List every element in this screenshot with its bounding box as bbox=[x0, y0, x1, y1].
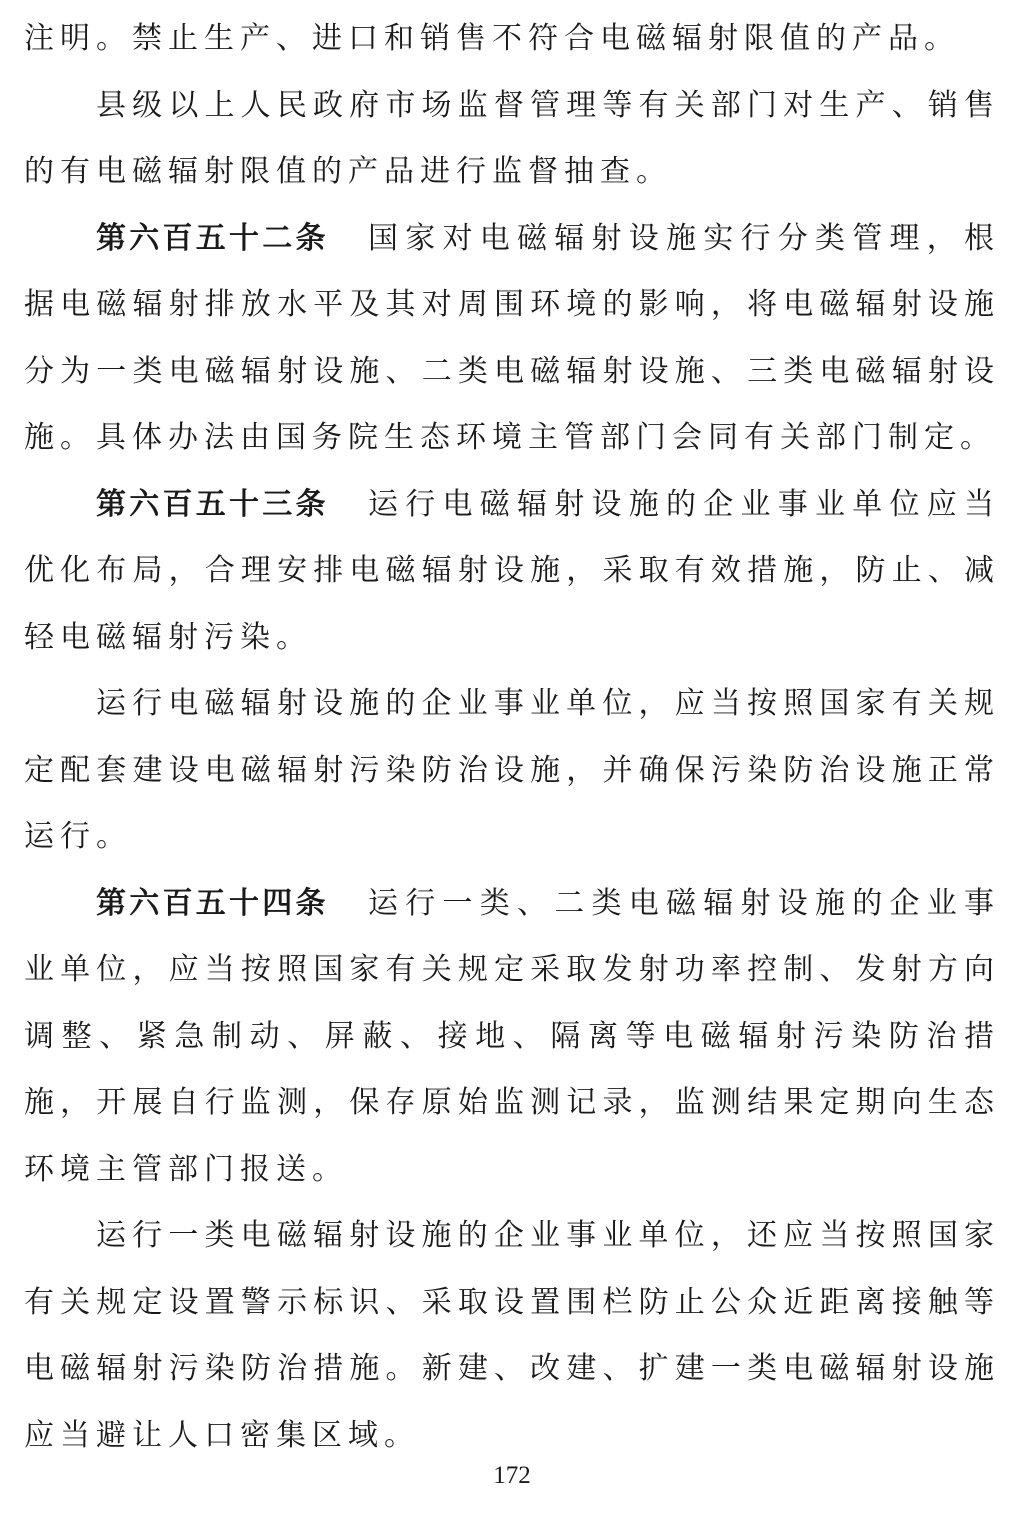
article-652 bbox=[24, 206, 1000, 472]
page-number: 172 bbox=[493, 1462, 531, 1489]
paragraph-supporting-facilities bbox=[24, 671, 1000, 871]
article-text: 运行电磁辐射设施的企业事业单位应当优化布局，合理安排电磁辐射设施，采取有效措施，防止、减轻电磁辐射污染。 bbox=[24, 486, 1000, 655]
paragraph-text: 注明。禁止生产、进口和销售不符合电磁辐射限值的产品。 bbox=[24, 21, 960, 56]
paragraph-continuation bbox=[24, 6, 1000, 73]
article-text: 运行一类、二类电磁辐射设施的企业事业单位，应当按照国家有关规定采取发射功率控制、发射方向调整、紧急制动、屏蔽、接地、隔离等电磁辐射污染防治措施，开展自行监测，保存原始监测记录，监测结果定期向生态环境主管部门报送。 bbox=[24, 885, 1000, 1187]
article-654 bbox=[24, 871, 1000, 1204]
article-653 bbox=[24, 472, 1000, 672]
paragraph-market-supervision bbox=[24, 73, 1000, 206]
document-body bbox=[24, 6, 1000, 1469]
article-text: 国家对电磁辐射设施实行分类管理，根据电磁辐射排放水平及其对周围环境的影响，将电磁辐射设施分为一类电磁辐射设施、二类电磁辐射设施、三类电磁辐射设施。具体办法由国务院生态环境主管部门会同有关部门制定。 bbox=[24, 220, 1000, 455]
paragraph-text: 运行一类电磁辐射设施的企业事业单位，还应当按照国家有关规定设置警示标识、采取设置围栏防止公众近距离接触等电磁辐射污染防治措施。新建、改建、扩建一类电磁辐射设施应当避让人口密集区域。 bbox=[24, 1218, 1000, 1453]
paragraph-text: 县级以上人民政府市场监督管理等有关部门对生产、销售的有电磁辐射限值的产品进行监督抽查。 bbox=[24, 87, 1000, 189]
article-number: 第六百五十四条 bbox=[96, 885, 329, 921]
paragraph-text: 运行电磁辐射设施的企业事业单位，应当按照国家有关规定配套建设电磁辐射污染防治设施，并确保污染防治设施正常运行。 bbox=[24, 686, 1000, 854]
article-number: 第六百五十二条 bbox=[96, 220, 329, 256]
article-number: 第六百五十三条 bbox=[96, 486, 329, 522]
paragraph-class-one-measures bbox=[24, 1203, 1000, 1469]
